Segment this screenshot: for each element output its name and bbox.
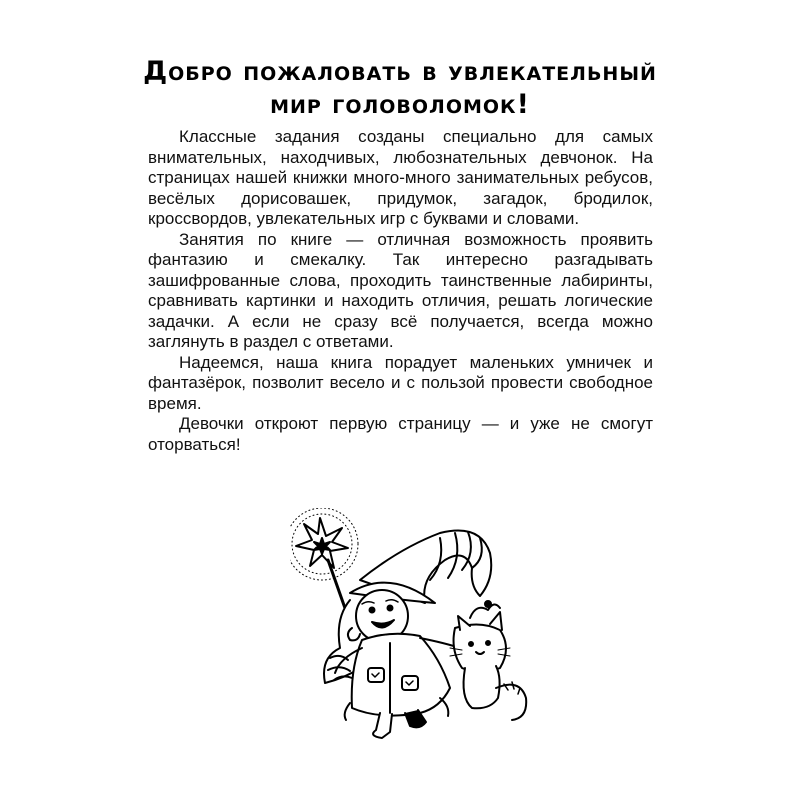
page-title xyxy=(100,55,700,121)
hand-icon xyxy=(348,628,360,640)
paragraph-3: Надеемся, наша книга порадует маленьких умничек и фантазёрок, позволит весело и с пользой провести свободное время. xyxy=(148,352,653,413)
intro-text xyxy=(148,127,653,455)
girl-gnome-with-magic-wand-and-cat-icon xyxy=(290,508,540,748)
paragraph-2: Занятия по книге — отличная возможность проявить фантазию и смекалку. Так интересно разгадывать зашифрованные слова, проходить таинственные лабиринты, сравнивать картинки и находить отличия, решать логические задачки. А если не сразу всё получается, всегда можно заглянуть в раздел с ответами. xyxy=(148,229,653,351)
paragraph-4: Девочки откроют первую страницу — и уже не смогут оторваться! xyxy=(148,414,653,454)
title-line-2: мир головоломок! xyxy=(270,89,530,120)
cat-icon xyxy=(450,601,526,720)
magic-star-icon xyxy=(290,508,358,580)
title-line-1: Добро пожаловать в увлекательный xyxy=(143,56,657,87)
paragraph-1: Классные задания созданы специально для самых внимательных, находчивых, любознательных девчонок. На страницах нашей книжки много-много занимательных ребусов, весёлых дорисовашек, придумок, загадок, бродилок, кроссвордов, увлекательных игр с буквами и словами. xyxy=(148,127,653,228)
